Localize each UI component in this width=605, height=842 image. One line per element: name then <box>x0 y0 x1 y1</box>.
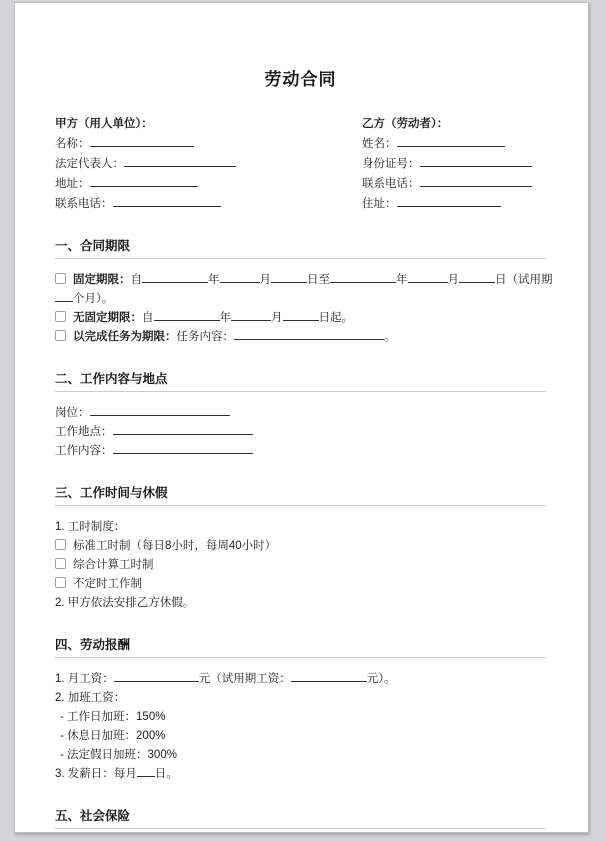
option-fixed-term <box>55 271 553 290</box>
text-segment: 日至 <box>307 274 330 286</box>
section-body <box>55 670 546 784</box>
overtime-weekend-rate: - 休息日加班：200% <box>60 730 166 742</box>
option-label: 标准工时制（每日8小时，每周40小时） <box>73 540 277 552</box>
text-segment: 自 <box>130 274 142 286</box>
party-b-address-field <box>362 194 546 214</box>
checkbox-open-ended[interactable] <box>55 311 66 322</box>
payday-field <box>55 765 546 784</box>
section-heading: 二、工作内容与地点 <box>55 369 546 392</box>
overtime-pay-label: 2. 加班工资： <box>55 692 126 704</box>
text-segment: 日（试用期 <box>495 274 553 286</box>
overtime-weekday-rate: - 工作日加班：150% <box>60 711 166 723</box>
blank-line <box>90 404 230 416</box>
blank-line <box>90 135 194 147</box>
field-label: 地址： <box>55 178 90 190</box>
section-body <box>55 271 553 347</box>
blank-line <box>114 670 199 682</box>
blank-line <box>234 328 384 340</box>
party-b-phone-field <box>362 174 546 194</box>
blank-line <box>283 309 319 321</box>
field-label: 工作内容： <box>55 445 113 457</box>
field-label: 联系电话： <box>55 198 113 210</box>
blank-line <box>330 271 396 283</box>
work-location-field <box>55 423 546 442</box>
leave-arrangement-text: 2. 甲方依法安排乙方休假。 <box>55 597 195 609</box>
section-heading: 一、合同期限 <box>55 236 546 259</box>
party-a-name-field <box>55 134 362 154</box>
checkbox-flexible-hours[interactable] <box>55 577 66 588</box>
party-b-id-field <box>362 154 546 174</box>
section-heading: 四、劳动报酬 <box>55 635 546 658</box>
monthly-salary-field <box>55 670 546 689</box>
option-label: 不定时工作制 <box>73 578 142 590</box>
option-standard-hours <box>55 537 546 556</box>
option-comprehensive-hours <box>55 556 546 575</box>
blank-line <box>154 309 220 321</box>
text-segment: 年 <box>396 274 408 286</box>
page-title: 劳动合同 <box>264 70 337 89</box>
party-b-heading: 乙方（劳动者）： <box>362 118 449 130</box>
checkbox-comprehensive-hours[interactable] <box>55 558 66 569</box>
text-segment: 日。 <box>154 768 178 780</box>
text-segment: 年 <box>219 312 231 324</box>
text-segment: 月 <box>271 312 283 324</box>
field-label: 法定代表人： <box>55 158 124 170</box>
field-label: 身份证号： <box>362 158 420 170</box>
text-segment: 年 <box>208 274 220 286</box>
blank-line <box>124 155 236 167</box>
text-segment: 自 <box>142 312 154 324</box>
party-a-address-field <box>55 174 362 194</box>
text-segment: 个月）。 <box>73 293 114 305</box>
blank-line <box>55 290 73 302</box>
field-label: 工作地点： <box>55 426 113 438</box>
text-segment: 日起。 <box>318 312 353 324</box>
blank-line <box>397 135 505 147</box>
blank-line <box>291 670 367 682</box>
checkbox-standard-hours[interactable] <box>55 539 66 550</box>
party-a-legal-rep-field <box>55 154 362 174</box>
option-label: 固定期限： <box>73 274 131 286</box>
option-label: 综合计算工时制 <box>73 559 154 571</box>
checkbox-fixed-term[interactable] <box>55 273 66 284</box>
party-a-phone-field <box>55 194 362 214</box>
overtime-holiday-rate: - 法定假日加班：300% <box>60 749 177 761</box>
section-compensation <box>55 635 546 784</box>
section-work-content <box>55 369 546 461</box>
field-label: 3. 发薪日：每月 <box>55 768 137 780</box>
party-a-heading: 甲方（用人单位）： <box>55 118 153 130</box>
checkbox-task-based[interactable] <box>55 330 66 341</box>
blank-line <box>90 175 198 187</box>
hours-system-label: 1. 工时制度： <box>55 521 126 533</box>
blank-line <box>113 423 253 435</box>
section-working-hours <box>55 483 546 613</box>
contract-page <box>14 2 589 833</box>
text-segment: 元）。 <box>366 673 396 685</box>
field-label: 姓名： <box>362 138 397 150</box>
blank-line <box>142 271 208 283</box>
field-label: 1. 月工资： <box>55 673 114 685</box>
text-segment: 。 <box>384 331 396 343</box>
field-label: 住址： <box>362 198 397 210</box>
option-label: 以完成任务为期限： <box>73 331 177 343</box>
option-flexible-hours <box>55 575 546 594</box>
text-segment: 月 <box>259 274 271 286</box>
party-b-name-field <box>362 134 546 154</box>
section-heading: 三、工作时间与休假 <box>55 483 546 506</box>
option-open-ended <box>55 309 546 328</box>
party-b-block <box>362 114 546 214</box>
option-fixed-term-wrap <box>55 290 546 309</box>
option-task-based <box>55 328 546 347</box>
party-a-block <box>55 114 362 214</box>
text-segment: 任务内容： <box>176 331 234 343</box>
blank-line <box>420 155 532 167</box>
work-content-field <box>55 442 546 461</box>
text-segment: 元（试用期工资： <box>198 673 291 685</box>
blank-line <box>137 765 155 777</box>
blank-line <box>231 309 271 321</box>
blank-line <box>271 271 307 283</box>
text-segment: 月 <box>447 274 459 286</box>
parties-block <box>55 114 546 214</box>
blank-line <box>420 175 532 187</box>
section-body <box>55 404 546 461</box>
blank-line <box>113 195 221 207</box>
section-contract-term <box>55 236 553 347</box>
section-body <box>55 518 546 613</box>
blank-line <box>408 271 448 283</box>
blank-line <box>397 195 501 207</box>
position-field <box>55 404 546 423</box>
blank-line <box>113 442 253 454</box>
section-social-insurance <box>55 806 546 829</box>
section-heading: 五、社会保险 <box>55 806 546 829</box>
field-label: 联系电话： <box>362 178 420 190</box>
blank-line <box>459 271 495 283</box>
field-label: 岗位： <box>55 407 90 419</box>
field-label: 名称： <box>55 138 90 150</box>
option-label: 无固定期限： <box>73 312 142 324</box>
blank-line <box>220 271 260 283</box>
